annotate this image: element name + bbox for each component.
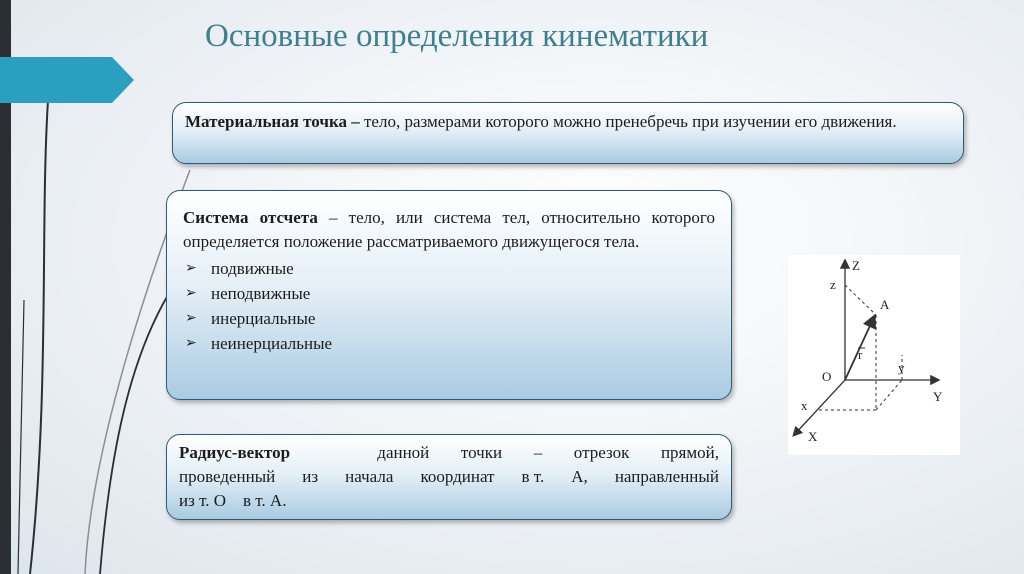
label-Y: Y bbox=[933, 389, 943, 404]
reference-frame-types-list bbox=[183, 256, 715, 356]
list-item: ➢ неинерциальные bbox=[183, 331, 715, 356]
arrow-bullet-icon: ➢ bbox=[185, 286, 197, 301]
material-point-definition: тело, размерами которого можно пренебречь при изучении его движения. bbox=[363, 112, 897, 131]
coordinate-axes-figure bbox=[788, 255, 960, 455]
slide-title: Основные определения кинематики bbox=[205, 18, 709, 54]
label-x: x bbox=[801, 398, 808, 413]
radius-vector-line-1: Радиус-вектор данной точки – отрезок прямой, bbox=[179, 441, 719, 465]
reference-frame-text: – тело, или система тел, относительно которого определяется положение рассматриваемого движущегося тела. bbox=[183, 208, 715, 251]
label-r: r bbox=[858, 347, 863, 362]
label-z: z bbox=[830, 277, 836, 292]
material-point-term: Материальная точка – bbox=[185, 112, 360, 131]
radius-vector-line-3: из т. О в т. А. bbox=[179, 491, 287, 510]
label-Z: Z bbox=[852, 258, 860, 273]
list-item: ➢ неподвижные bbox=[183, 281, 715, 306]
list-item: ➢ инерциальные bbox=[183, 306, 715, 331]
radius-vector-term: Радиус-вектор bbox=[179, 443, 291, 462]
list-item: ➢ подвижные bbox=[183, 256, 715, 281]
label-y: y bbox=[898, 360, 905, 375]
arrow-bullet-icon: ➢ bbox=[185, 311, 197, 326]
material-point-box bbox=[172, 102, 964, 164]
reference-frame-box bbox=[166, 190, 732, 400]
title-accent-tab bbox=[0, 57, 135, 103]
arrow-bullet-icon: ➢ bbox=[185, 261, 197, 276]
radius-vector-line-2: проведенный из начала координат в т. А, направленный bbox=[179, 467, 719, 486]
reference-frame-definition bbox=[183, 206, 715, 254]
reference-frame-term: Система отсчета bbox=[183, 208, 318, 227]
label-A: A bbox=[880, 297, 890, 312]
coordinate-system-diagram bbox=[788, 255, 960, 455]
arrow-bullet-icon: ➢ bbox=[185, 336, 197, 351]
label-X: X bbox=[808, 429, 818, 444]
radius-vector-box bbox=[166, 434, 732, 520]
label-O: O bbox=[822, 369, 832, 384]
